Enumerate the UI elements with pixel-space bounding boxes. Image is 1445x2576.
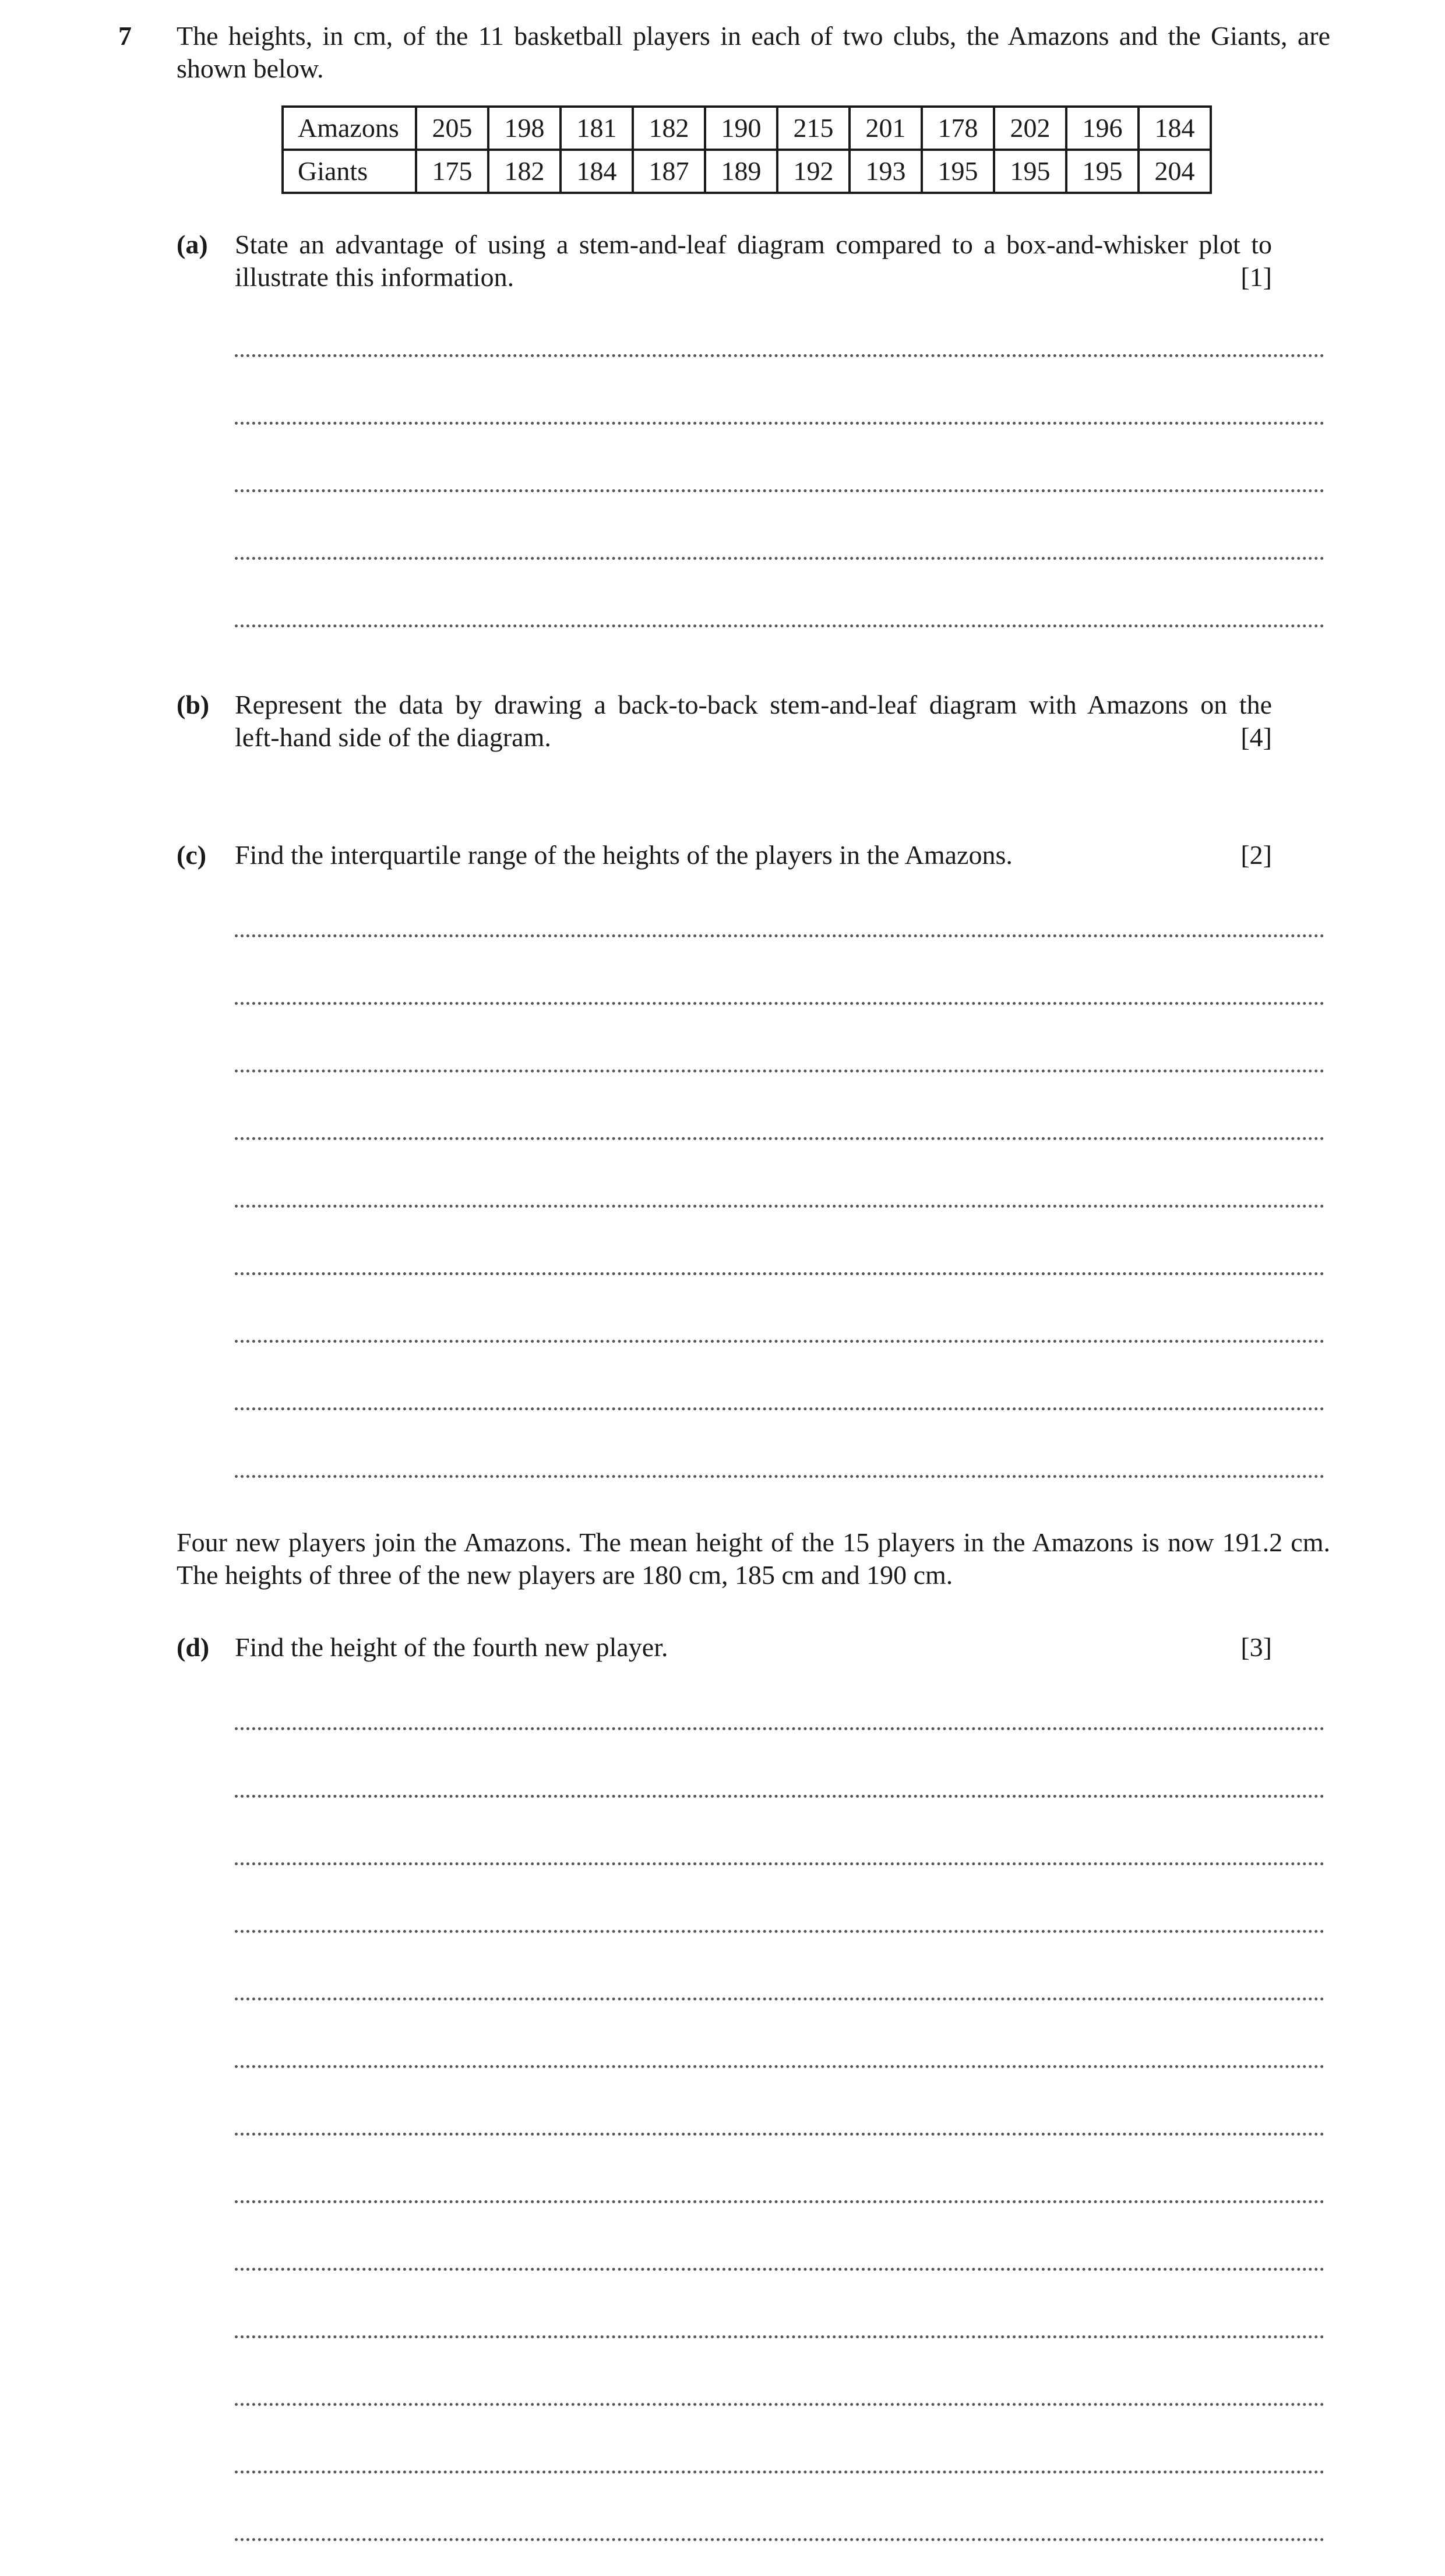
table-cell: 196 <box>1066 107 1139 150</box>
table-cell: 189 <box>705 150 777 193</box>
table-cell: 178 <box>922 107 994 150</box>
part-c <box>177 839 1330 871</box>
answer-line[interactable] <box>235 1272 1324 1275</box>
table-cell: 195 <box>1066 150 1139 193</box>
answer-line[interactable] <box>235 2403 1324 2406</box>
table-cell: 205 <box>416 107 488 150</box>
part-a-marks: [1] <box>1240 262 1272 292</box>
question-intro: The heights, in cm, of the 11 basketball players in each of two clubs, the Amazons and the Giants, are shown below. <box>177 21 1330 83</box>
heights-table <box>281 105 1212 194</box>
part-d-label: (d) <box>177 1632 210 1662</box>
answer-line[interactable] <box>235 1795 1324 1798</box>
row-label: Amazons <box>283 107 416 150</box>
table-cell: 198 <box>488 107 561 150</box>
part-b-label: (b) <box>177 690 210 719</box>
table-cell: 193 <box>850 150 922 193</box>
answer-line[interactable] <box>235 624 1324 627</box>
answer-line[interactable] <box>235 1998 1324 2000</box>
table-cell: 190 <box>705 107 777 150</box>
part-b-line1: Represent the data by drawing a back-to-back stem-and-leaf diagram with Amazons on the <box>235 690 1272 719</box>
part-c-label: (c) <box>177 840 207 870</box>
question-number: 7 <box>118 21 132 51</box>
table-cell: 201 <box>850 107 922 150</box>
part-d-marks: [3] <box>1240 1632 1272 1662</box>
part-a-label: (a) <box>177 230 208 259</box>
answer-line[interactable] <box>235 1862 1324 1865</box>
part-d <box>177 1631 1330 1664</box>
table-cell: 187 <box>633 150 705 193</box>
answer-line[interactable] <box>235 557 1324 560</box>
answer-line[interactable] <box>235 1930 1324 1933</box>
answer-line[interactable] <box>235 1727 1324 1730</box>
answer-line[interactable] <box>235 2065 1324 2068</box>
part-a <box>177 228 1330 294</box>
answer-line[interactable] <box>235 1205 1324 1208</box>
answer-line[interactable] <box>235 2133 1324 2136</box>
answer-line[interactable] <box>235 1340 1324 1343</box>
part-b-marks: [4] <box>1240 722 1272 752</box>
answer-line[interactable] <box>235 1070 1324 1072</box>
part-d-text: Find the height of the fourth new player. <box>235 1632 668 1662</box>
part-a-line2: illustrate this information. <box>235 262 514 292</box>
answer-line[interactable] <box>235 1475 1324 1478</box>
table-cell: 195 <box>922 150 994 193</box>
table-cell: 184 <box>561 150 633 193</box>
table-row <box>283 150 1211 193</box>
answer-line[interactable] <box>235 489 1324 492</box>
answer-line[interactable] <box>235 1137 1324 1140</box>
answer-line[interactable] <box>235 354 1324 357</box>
answer-line[interactable] <box>235 2471 1324 2473</box>
table-row <box>283 107 1211 150</box>
answer-line[interactable] <box>235 422 1324 425</box>
part-b <box>177 689 1330 754</box>
table-cell: 215 <box>777 107 850 150</box>
answer-line[interactable] <box>235 2200 1324 2203</box>
part-c-text: Find the interquartile range of the heights of the players in the Amazons. <box>235 840 1013 870</box>
new-players-paragraph: Four new players join the Amazons. The mean height of the 15 players in the Amazons is now 191.2 cm. The heights of three of the new players are 180 cm, 185 cm and 190 cm. <box>177 1527 1330 1590</box>
table-cell: 195 <box>994 150 1066 193</box>
table-cell: 182 <box>633 107 705 150</box>
answer-line[interactable] <box>235 934 1324 937</box>
table-cell: 184 <box>1139 107 1211 150</box>
row-label: Giants <box>283 150 416 193</box>
answer-line[interactable] <box>235 1002 1324 1005</box>
table-cell: 182 <box>488 150 561 193</box>
answer-line[interactable] <box>235 2335 1324 2338</box>
answer-line[interactable] <box>235 1407 1324 1410</box>
answer-line[interactable] <box>235 2538 1324 2541</box>
part-c-marks: [2] <box>1240 840 1272 870</box>
table-cell: 175 <box>416 150 488 193</box>
table-cell: 204 <box>1139 150 1211 193</box>
part-b-line2: left-hand side of the diagram. <box>235 722 551 752</box>
part-a-line1: State an advantage of using a stem-and-leaf diagram compared to a box-and-whisker plot to <box>235 230 1272 259</box>
answer-line[interactable] <box>235 2268 1324 2271</box>
table-cell: 192 <box>777 150 850 193</box>
table-cell: 202 <box>994 107 1066 150</box>
table-cell: 181 <box>561 107 633 150</box>
